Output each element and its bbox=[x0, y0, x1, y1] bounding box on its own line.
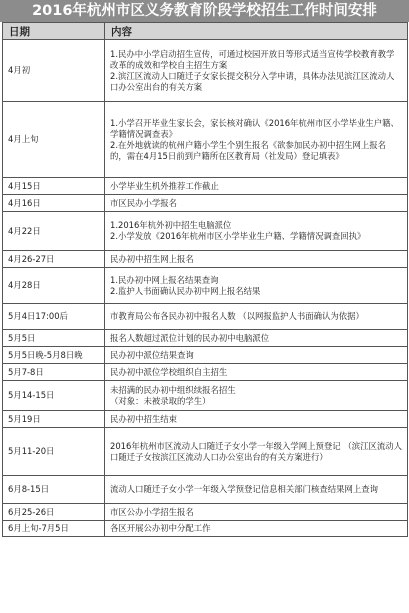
content-line: 流动人口随迁子女小学一年级入学预登记信息相关部门核查结果网上查询 bbox=[110, 484, 378, 494]
row-content bbox=[105, 521, 408, 537]
row-content bbox=[105, 195, 408, 212]
row-date: 4月26-27日 bbox=[3, 251, 105, 268]
table-row bbox=[3, 476, 408, 504]
schedule-table bbox=[2, 22, 408, 537]
content-line: 市区民办小学报名 bbox=[110, 197, 177, 208]
content-line: 2016年杭州市区流动人口随迁子女小学一年级入学网上预登记 （滨江区流动人口随迁子女按滨江区流动人口办公室出台的有关方案进行） bbox=[110, 440, 402, 462]
row-content bbox=[105, 347, 408, 364]
row-content bbox=[105, 504, 408, 521]
content-line: 民办初中招生结束 bbox=[110, 413, 177, 424]
row-date: 5月7-8日 bbox=[3, 364, 105, 381]
row-content bbox=[105, 364, 408, 381]
table-row bbox=[3, 381, 408, 411]
content-line: 2.在外地就读的杭州户籍小学生个别生报名《欲参加民办初中招生网上报名的，需在4月15日前到户籍所在区教育局（社发局）登记填表》 bbox=[110, 139, 386, 161]
row-date: 6月上旬-7月5日 bbox=[3, 521, 105, 537]
row-content bbox=[105, 251, 408, 268]
table-row bbox=[3, 251, 408, 268]
row-date: 5月11-20日 bbox=[3, 428, 105, 476]
row-date: 5月19日 bbox=[3, 411, 105, 428]
content-line: 未招满的民办初中组织续报名招生 bbox=[110, 384, 236, 395]
content-line: 市教育局公布各民办初中报名人数 （以网报监护人书面确认为依据） bbox=[110, 311, 364, 321]
content-column-header: 内容 bbox=[105, 23, 408, 40]
content-line: 2.滨江区流动人口随迁子女家长提交积分入学申请，具体办法见滨江区流动人口办公室出台的有关方案 bbox=[110, 70, 395, 92]
row-date: 4月16日 bbox=[3, 195, 105, 212]
row-date: 6月25-26日 bbox=[3, 504, 105, 521]
content-line: 1.民办中小学启动招生宣传，可通过校园开放日等形式适当宣传学校教育教学改革的成效和学校自主招生方案 bbox=[110, 48, 395, 70]
table-row bbox=[3, 330, 408, 347]
table-row bbox=[3, 428, 408, 476]
schedule-table-body bbox=[3, 40, 408, 537]
date-column-header: 日期 bbox=[3, 23, 105, 40]
row-date: 4月15日 bbox=[3, 178, 105, 195]
row-date: 4月初 bbox=[3, 40, 105, 102]
table-header-row bbox=[3, 23, 408, 40]
row-date: 4月上旬 bbox=[3, 102, 105, 178]
row-date: 6月8-15日 bbox=[3, 476, 105, 504]
content-line: 各区开展公办初中分配工作 bbox=[110, 523, 211, 533]
row-date: 5月4日17:00后 bbox=[3, 304, 105, 330]
row-content bbox=[105, 476, 408, 504]
row-date: 4月28日 bbox=[3, 268, 105, 304]
table-row bbox=[3, 212, 408, 251]
row-content bbox=[105, 102, 408, 178]
row-content bbox=[105, 212, 408, 251]
table-row bbox=[3, 178, 408, 195]
content-line: 小学毕业生机外推荐工作截止 bbox=[110, 180, 219, 191]
row-date: 5月5日晚-5月8日晚 bbox=[3, 347, 105, 364]
content-line: 民办初中派位结果查询 bbox=[110, 349, 194, 360]
row-content bbox=[105, 268, 408, 304]
row-content bbox=[105, 304, 408, 330]
table-row bbox=[3, 268, 408, 304]
content-line: （对象：未被录取的学生） bbox=[110, 395, 211, 406]
content-line: 2.监护人书面确认民办初中网上报名结果 bbox=[110, 285, 261, 296]
table-row bbox=[3, 195, 408, 212]
table-row bbox=[3, 102, 408, 178]
row-content bbox=[105, 40, 408, 102]
row-content bbox=[105, 381, 408, 411]
row-date: 5月14-15日 bbox=[3, 381, 105, 411]
row-content bbox=[105, 428, 408, 476]
table-row bbox=[3, 304, 408, 330]
table-row bbox=[3, 521, 408, 537]
content-line: 1.2016年杭外初中招生电脑派位 bbox=[110, 220, 232, 230]
table-row bbox=[3, 40, 408, 102]
row-content bbox=[105, 178, 408, 195]
table-row bbox=[3, 504, 408, 521]
table-row bbox=[3, 411, 408, 428]
row-date: 4月22日 bbox=[3, 212, 105, 251]
content-line: 2.小学发放《2016年杭州市区小学毕业生户籍、学籍情况调查回执》 bbox=[110, 231, 366, 241]
content-line: 1.小学召开毕业生家长会，家长核对确认《2016年杭州市区小学毕业生户籍、学籍情况调查表》 bbox=[110, 117, 399, 139]
content-line: 报名人数超过派位计划的民办初中电脑派位 bbox=[110, 332, 270, 343]
table-row bbox=[3, 364, 408, 381]
table-row bbox=[3, 347, 408, 364]
content-line: 民办初中招生网上报名 bbox=[110, 253, 194, 264]
page-title: 2016年杭州市区义务教育阶段学校招生工作时间安排 bbox=[0, 0, 409, 22]
content-line: 民办初中派位学校组织自主招生 bbox=[110, 366, 228, 377]
content-line: 1.民办初中网上报名结果查询 bbox=[110, 274, 219, 285]
content-line: 市区公办小学招生报名 bbox=[110, 506, 194, 517]
row-content bbox=[105, 411, 408, 428]
row-date: 5月5日 bbox=[3, 330, 105, 347]
row-content bbox=[105, 330, 408, 347]
